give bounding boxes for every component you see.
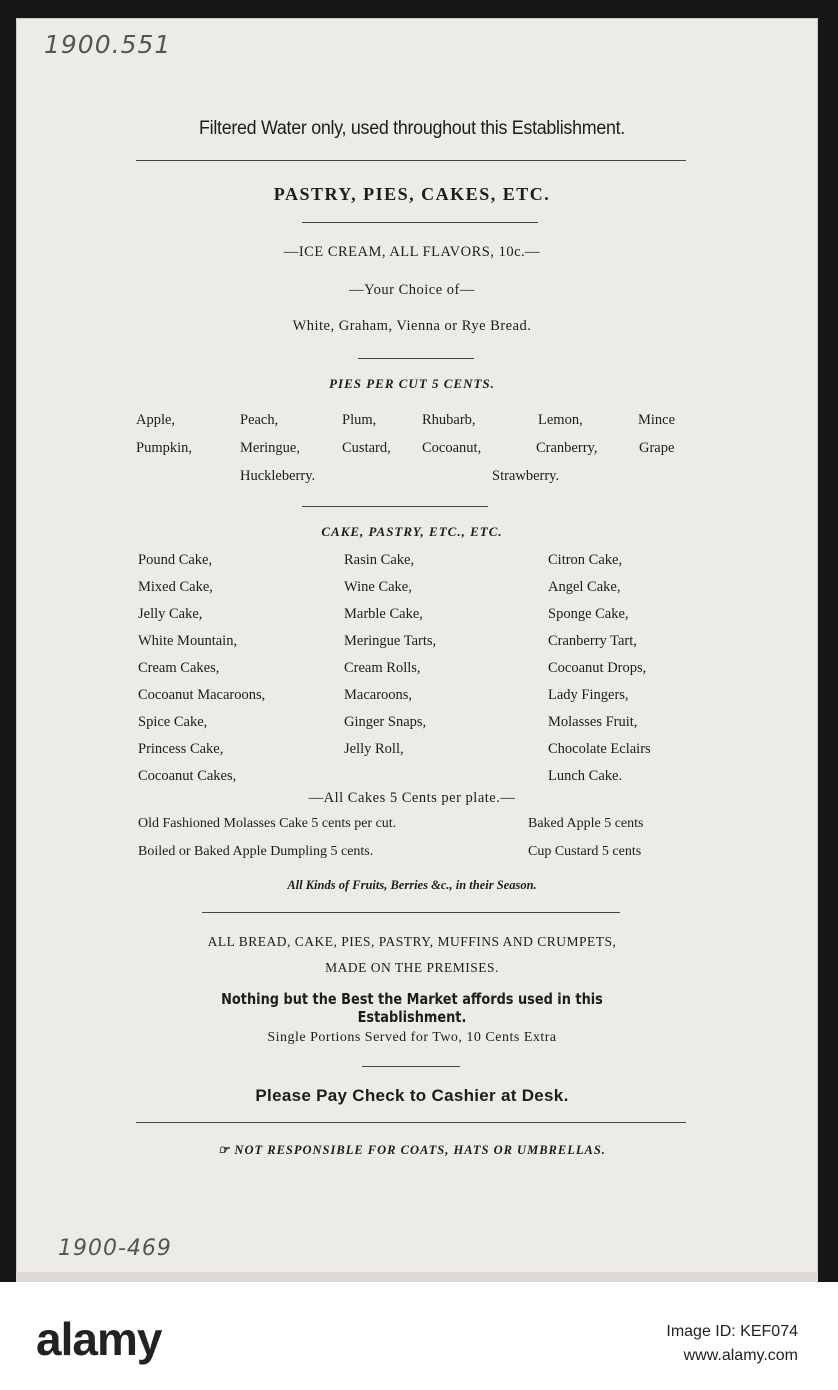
pie-item: Lemon, [538, 412, 583, 428]
cake-item: White Mountain, [138, 633, 238, 649]
watermark-url: www.alamy.com [683, 1347, 798, 1364]
cake-item: Cocoanut Drops, [548, 660, 647, 676]
divider [302, 222, 538, 223]
divider [136, 1122, 686, 1123]
cake-item: Cream Cakes, [138, 660, 220, 676]
divider [358, 358, 474, 359]
cake-item: Pound Cake, [138, 552, 213, 568]
pie-item: Strawberry. [492, 468, 560, 484]
cake-item: Mixed Cake, [138, 579, 213, 595]
extra-item: Old Fashioned Molasses Cake 5 cents per cut. [138, 816, 397, 831]
bread-line-2: MADE ON THE PREMISES. [325, 960, 499, 975]
ice-cream-line: —ICE CREAM, ALL FLAVORS, 10c.— [283, 244, 541, 260]
cake-item: Cocoanut Macaroons, [138, 687, 266, 703]
pay-check-line: Please Pay Check to Cashier at Desk. [255, 1086, 569, 1105]
image-id-block [666, 1320, 798, 1368]
cake-item: Cranberry Tart, [548, 633, 637, 649]
filtered-water-notice: Filtered Water only, used throughout this Establishment. [199, 118, 625, 139]
all-cakes-line: —All Cakes 5 Cents per plate.— [308, 790, 516, 806]
sheet-edge [16, 1272, 818, 1282]
cake-item: Lady Fingers, [548, 687, 629, 703]
best-market-line: Nothing but the Best the Market affords used in this Establishment. [221, 990, 603, 1026]
pie-item: Pumpkin, [136, 440, 192, 456]
pie-item: Grape [639, 440, 675, 456]
cake-item: Sponge Cake, [548, 606, 629, 622]
divider [202, 912, 620, 913]
cake-item: Macaroons, [344, 687, 413, 703]
pie-item: Plum, [342, 412, 377, 428]
cake-item: Wine Cake, [344, 579, 412, 595]
archive-note-top: 1900.551 [44, 30, 172, 59]
cake-item: Citron Cake, [548, 552, 623, 568]
pie-item: Custard, [342, 440, 391, 456]
not-responsible-line: ☞ NOT RESPONSIBLE FOR COATS, HATS OR UMBRELLAS. [218, 1143, 606, 1157]
your-choice-line: —Your Choice of— [349, 282, 475, 298]
cake-item: Molasses Fruit, [548, 714, 638, 730]
cake-item: Ginger Snaps, [344, 714, 427, 730]
divider [136, 160, 686, 161]
divider [362, 1066, 460, 1067]
cake-item: Spice Cake, [138, 714, 208, 730]
cake-item: Lunch Cake. [548, 768, 623, 784]
extra-item: Baked Apple 5 cents [528, 816, 644, 831]
image-id: Image ID: KEF074 [666, 1323, 798, 1340]
extra-item: Boiled or Baked Apple Dumpling 5 cents. [138, 844, 374, 859]
pie-item: Meringue, [240, 440, 300, 456]
pie-item: Peach, [240, 412, 279, 428]
cake-item: Angel Cake, [548, 579, 621, 595]
section-title-pastry: PASTRY, PIES, CAKES, ETC. [273, 184, 551, 204]
archive-note-bottom: 1900-469 [58, 1236, 172, 1261]
pie-item: Cocoanut, [422, 440, 482, 456]
extra-item: Cup Custard 5 cents [528, 844, 642, 859]
cake-item: Marble Cake, [344, 606, 423, 622]
cake-item: Jelly Cake, [138, 606, 203, 622]
alamy-logo: alamy [36, 1313, 162, 1365]
pie-item: Apple, [136, 412, 176, 428]
section-title-cakes: CAKE, PASTRY, ETC., ETC. [321, 524, 503, 539]
bread-line-1: ALL BREAD, CAKE, PIES, PASTRY, MUFFINS AND CRUMPETS, [207, 934, 617, 949]
cake-item: Rasin Cake, [344, 552, 415, 568]
pie-item: Rhubarb, [422, 412, 476, 428]
pie-item: Cranberry, [536, 440, 598, 456]
cake-item: Princess Cake, [138, 741, 224, 757]
cake-item: Cocoanut Cakes, [138, 768, 237, 784]
pie-item: Mince [638, 412, 676, 428]
cake-item: Cream Rolls, [344, 660, 421, 676]
cake-item: Jelly Roll, [344, 741, 404, 757]
cake-item: Meringue Tarts, [344, 633, 437, 649]
pie-item: Huckleberry. [240, 468, 316, 484]
section-title-pies: PIES PER CUT 5 CENTS. [329, 376, 495, 391]
divider [302, 506, 488, 507]
fruits-line: All Kinds of Fruits, Berries &c., in their Season. [287, 878, 537, 892]
cake-item: Chocolate Eclairs [548, 741, 651, 757]
single-portions-line: Single Portions Served for Two, 10 Cents Extra [267, 1030, 557, 1045]
breads-line: White, Graham, Vienna or Rye Bread. [292, 318, 532, 334]
